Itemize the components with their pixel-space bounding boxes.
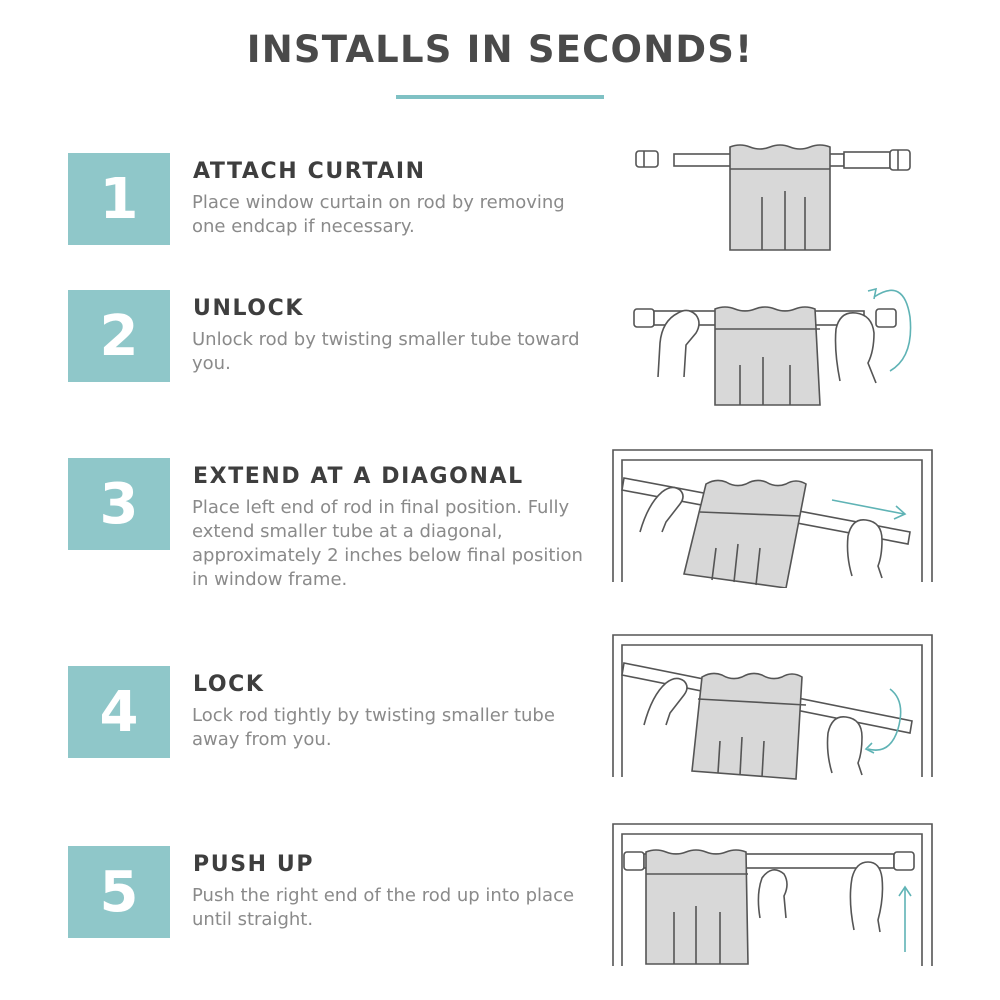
step-heading: EXTEND AT A DIAGONAL	[193, 464, 524, 489]
step-description: Place left end of rod in final position. Fully extend smaller tube at a diagonal, approximately 2 inches below final position in window frame.	[192, 497, 583, 590]
step-number-badge: 1	[68, 153, 170, 245]
step-heading: LOCK	[193, 672, 265, 697]
step-description: Place window curtain on rod by removing one endcap if necessary.	[192, 192, 565, 237]
hands-twisting-away-illustration	[600, 633, 940, 783]
step-heading: UNLOCK	[193, 296, 305, 321]
page-title: INSTALLS IN SECONDS!	[246, 28, 754, 71]
step-number-badge: 2	[68, 290, 170, 382]
diagonal-extend-illustration	[600, 448, 940, 588]
rod-with-detached-endcap-illustration	[600, 143, 930, 253]
step-number-badge: 3	[68, 458, 170, 550]
push-up-illustration	[600, 822, 940, 967]
step-description: Unlock rod by twisting smaller tube toward you.	[192, 329, 580, 374]
step-number-badge: 4	[68, 666, 170, 758]
step-description: Push the right end of the rod up into place until straight.	[192, 885, 575, 930]
title-underline	[396, 95, 604, 99]
step-heading: PUSH UP	[193, 852, 315, 877]
step-number-badge: 5	[68, 846, 170, 938]
step-heading: ATTACH CURTAIN	[193, 159, 426, 184]
step-description: Lock rod tightly by twisting smaller tube away from you.	[192, 705, 555, 750]
hands-twisting-toward-illustration	[600, 265, 930, 410]
